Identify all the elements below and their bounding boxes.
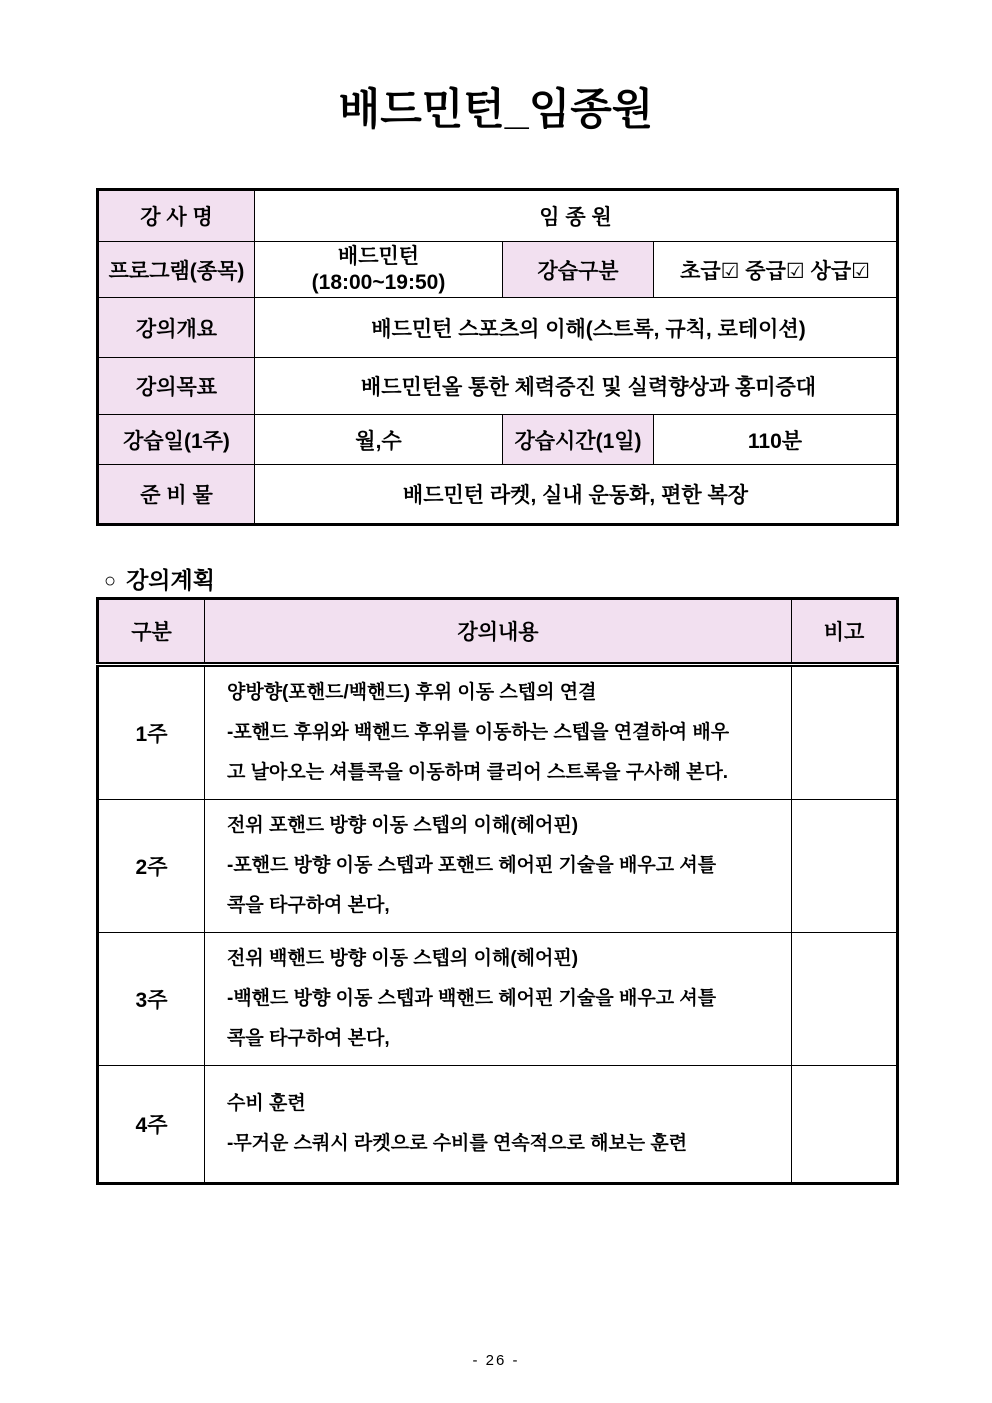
table-row	[98, 298, 898, 358]
instructor-value: 임 종 원	[255, 190, 898, 242]
materials-label: 준 비 물	[98, 465, 255, 525]
content-line: 전위 포핸드 방향 이동 스텝의 이해(헤어핀)	[227, 815, 579, 836]
class-level-value: 초급☑ 중급☑ 상급☑	[654, 242, 898, 298]
week-content	[205, 665, 792, 800]
materials-value: 배드민턴 라켓, 실내 운동화, 편한 복장	[255, 465, 898, 525]
content-line: -포핸드 후위와 백핸드 후위를 이동하는 스텝을 연결하여 배우	[227, 722, 730, 743]
duration-value: 110분	[654, 415, 898, 465]
class-level-label: 강습구분	[503, 242, 654, 298]
table-row	[98, 358, 898, 415]
week-label: 1주	[98, 665, 205, 800]
content-line: 콕을 타구하여 본다,	[227, 895, 390, 916]
plan-row-week1	[98, 665, 898, 800]
objective-value: 배드민턴올 통한 체력증진 및 실력향상과 홍미증대	[255, 358, 898, 415]
page-number: - 26 -	[472, 1352, 520, 1369]
instructor-label: 강 사 명	[98, 190, 255, 242]
note-cell	[792, 800, 898, 933]
content-line: 전위 백핸드 방향 이동 스텝의 이해(헤어핀)	[227, 948, 579, 969]
week-content	[205, 1066, 792, 1184]
content-line: 수비 훈련	[227, 1093, 306, 1114]
week-label: 3주	[98, 933, 205, 1066]
days-label: 강습일(1주)	[98, 415, 255, 465]
course-info-table	[96, 188, 899, 526]
header-category: 구분	[98, 599, 205, 665]
program-time: (18:00~19:50)	[311, 270, 446, 294]
plan-row-week2	[98, 800, 898, 933]
note-cell	[792, 665, 898, 800]
content-line: -무거운 스쿼시 라켓으로 수비를 연속적으로 해보는 훈련	[227, 1133, 688, 1154]
program-label: 프로그램(종목)	[98, 242, 255, 298]
content-line: 콕을 타구하여 본다,	[227, 1028, 390, 1049]
program-value	[255, 242, 503, 298]
week-content	[205, 800, 792, 933]
days-value: 월,수	[255, 415, 503, 465]
week-label: 2주	[98, 800, 205, 933]
plan-row-week4	[98, 1066, 898, 1184]
plan-section-title: 강의계획	[126, 567, 215, 593]
circle-bullet-icon: ○	[104, 570, 117, 592]
overview-value: 배드민턴 스포츠의 이해(스트록, 규칙, 로테이션)	[255, 298, 898, 358]
plan-header-row	[98, 599, 898, 665]
week-content	[205, 933, 792, 1066]
week-label: 4주	[98, 1066, 205, 1184]
plan-row-week3	[98, 933, 898, 1066]
content-line: 양방향(포핸드/백핸드) 후위 이동 스텝의 연결	[227, 682, 597, 703]
note-cell	[792, 1066, 898, 1184]
header-note: 비고	[792, 599, 898, 665]
program-name: 배드민턴	[337, 244, 420, 268]
content-line: -백핸드 방향 이동 스텝과 백핸드 헤어핀 기술을 배우고 셔틀	[227, 988, 717, 1009]
objective-label: 강의목표	[98, 358, 255, 415]
lecture-plan-table	[96, 597, 899, 1185]
table-row	[98, 242, 898, 298]
content-line: 고 날아오는 셔틀콕을 이동하며 클리어 스트록을 구사해 본다.	[227, 762, 729, 783]
table-row	[98, 190, 898, 242]
table-row	[98, 465, 898, 525]
content-line: -포핸드 방향 이동 스텝과 포핸드 헤어핀 기술을 배우고 셔틀	[227, 855, 717, 876]
table-row	[98, 415, 898, 465]
duration-label: 강습시간(1일)	[503, 415, 654, 465]
overview-label: 강의개요	[98, 298, 255, 358]
note-cell	[792, 933, 898, 1066]
plan-section-heading	[104, 562, 215, 595]
header-content: 강의내용	[205, 599, 792, 665]
page-title: 배드민턴_임종원	[338, 86, 654, 134]
